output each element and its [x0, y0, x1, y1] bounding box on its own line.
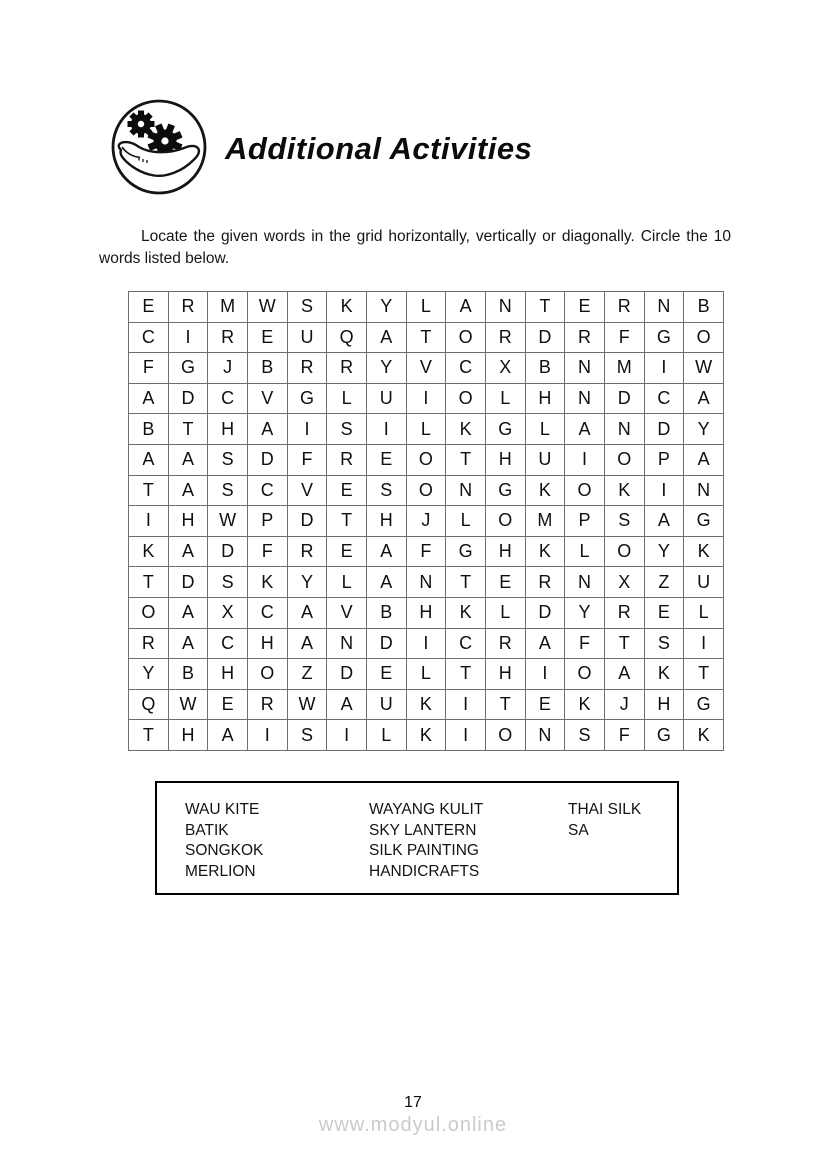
- grid-cell: A: [684, 444, 724, 475]
- grid-cell: D: [287, 506, 327, 537]
- grid-cell: K: [525, 536, 565, 567]
- grid-cell: A: [366, 536, 406, 567]
- grid-cell: K: [327, 292, 367, 323]
- grid-row: [129, 475, 724, 506]
- grid-cell: A: [168, 597, 208, 628]
- grid-cell: O: [565, 659, 605, 690]
- grid-cell: D: [644, 414, 684, 445]
- grid-cell: K: [406, 689, 446, 720]
- word-list-item: SONGKOK: [185, 842, 264, 859]
- grid-cell: E: [208, 689, 248, 720]
- grid-cell: G: [485, 475, 525, 506]
- grid-cell: H: [247, 628, 287, 659]
- word-list-column: [185, 800, 263, 882]
- grid-cell: S: [208, 475, 248, 506]
- grid-cell: I: [406, 383, 446, 414]
- grid-cell: G: [287, 383, 327, 414]
- grid-cell: Q: [327, 322, 367, 353]
- grid-cell: L: [485, 597, 525, 628]
- grid-cell: I: [129, 506, 169, 537]
- grid-cell: R: [129, 628, 169, 659]
- grid-cell: O: [565, 475, 605, 506]
- grid-cell: A: [366, 322, 406, 353]
- grid-cell: R: [565, 322, 605, 353]
- grid-cell: T: [129, 475, 169, 506]
- grid-row: [129, 720, 724, 751]
- grid-cell: Q: [129, 689, 169, 720]
- grid-cell: I: [565, 444, 605, 475]
- grid-cell: L: [525, 414, 565, 445]
- grid-cell: I: [366, 414, 406, 445]
- grid-cell: T: [525, 292, 565, 323]
- grid-cell: M: [604, 353, 644, 384]
- grid-cell: E: [644, 597, 684, 628]
- grid-cell: E: [565, 292, 605, 323]
- grid-cell: C: [247, 475, 287, 506]
- grid-cell: I: [446, 689, 486, 720]
- grid-cell: E: [247, 322, 287, 353]
- grid-cell: H: [485, 659, 525, 690]
- grid-cell: L: [406, 659, 446, 690]
- hand-holding-gears-icon: [109, 97, 209, 197]
- grid-cell: A: [168, 444, 208, 475]
- grid-cell: H: [644, 689, 684, 720]
- grid-cell: E: [366, 659, 406, 690]
- grid-cell: A: [168, 628, 208, 659]
- grid-cell: A: [287, 628, 327, 659]
- grid-cell: G: [644, 322, 684, 353]
- grid-cell: L: [366, 720, 406, 751]
- grid-cell: C: [446, 628, 486, 659]
- grid-cell: J: [406, 506, 446, 537]
- grid-cell: X: [604, 567, 644, 598]
- grid-cell: M: [208, 292, 248, 323]
- grid-cell: T: [446, 659, 486, 690]
- grid-cell: T: [604, 628, 644, 659]
- grid-cell: J: [604, 689, 644, 720]
- grid-cell: M: [525, 506, 565, 537]
- grid-cell: S: [287, 292, 327, 323]
- grid-cell: B: [684, 292, 724, 323]
- grid-cell: U: [366, 689, 406, 720]
- grid-cell: B: [129, 414, 169, 445]
- page-number: 17: [404, 1094, 422, 1111]
- grid-cell: H: [208, 659, 248, 690]
- grid-cell: N: [406, 567, 446, 598]
- grid-cell: D: [604, 383, 644, 414]
- grid-cell: H: [208, 414, 248, 445]
- grid-cell: N: [327, 628, 367, 659]
- grid-cell: A: [604, 659, 644, 690]
- grid-cell: T: [446, 444, 486, 475]
- grid-cell: I: [684, 628, 724, 659]
- grid-cell: H: [168, 506, 208, 537]
- grid-cell: I: [525, 659, 565, 690]
- grid-cell: T: [446, 567, 486, 598]
- grid-row: [129, 628, 724, 659]
- grid-cell: G: [644, 720, 684, 751]
- grid-cell: I: [644, 353, 684, 384]
- word-list-item: SA: [568, 821, 589, 839]
- grid-cell: R: [485, 628, 525, 659]
- grid-cell: F: [247, 536, 287, 567]
- grid-cell: N: [485, 292, 525, 323]
- grid-cell: N: [684, 475, 724, 506]
- grid-cell: H: [406, 597, 446, 628]
- grid-cell: P: [644, 444, 684, 475]
- grid-cell: K: [446, 414, 486, 445]
- grid-cell: N: [565, 353, 605, 384]
- grid-cell: A: [168, 475, 208, 506]
- grid-cell: I: [247, 720, 287, 751]
- word-list-item: MERLION: [185, 862, 256, 880]
- grid-cell: R: [168, 292, 208, 323]
- word-search-grid: [128, 291, 724, 751]
- grid-cell: X: [208, 597, 248, 628]
- grid-cell: D: [366, 628, 406, 659]
- grid-cell: P: [565, 506, 605, 537]
- grid-row: [129, 444, 724, 475]
- grid-cell: U: [366, 383, 406, 414]
- grid-row: [129, 383, 724, 414]
- grid-cell: I: [168, 322, 208, 353]
- grid-cell: C: [208, 383, 248, 414]
- grid-cell: B: [247, 353, 287, 384]
- grid-cell: L: [406, 292, 446, 323]
- word-list-item: THAI SILK: [568, 801, 642, 818]
- grid-cell: H: [485, 536, 525, 567]
- grid-cell: E: [366, 444, 406, 475]
- grid-cell: C: [446, 353, 486, 384]
- grid-cell: F: [287, 444, 327, 475]
- grid-cell: Y: [366, 353, 406, 384]
- grid-cell: U: [684, 567, 724, 598]
- grid-cell: W: [287, 689, 327, 720]
- word-list-column: [369, 800, 483, 882]
- grid-cell: U: [287, 322, 327, 353]
- grid-cell: R: [208, 322, 248, 353]
- grid-cell: F: [604, 720, 644, 751]
- grid-cell: W: [208, 506, 248, 537]
- grid-cell: O: [604, 444, 644, 475]
- grid-cell: A: [366, 567, 406, 598]
- grid-cell: T: [129, 720, 169, 751]
- grid-row: [129, 536, 724, 567]
- grid-cell: H: [525, 383, 565, 414]
- word-list-item: BATIK: [185, 821, 229, 839]
- grid-cell: K: [247, 567, 287, 598]
- grid-cell: L: [327, 383, 367, 414]
- word-list-item: WAYANG KULIT: [369, 801, 484, 818]
- grid-cell: Z: [644, 567, 684, 598]
- grid-cell: D: [327, 659, 367, 690]
- grid-cell: F: [129, 353, 169, 384]
- grid-cell: N: [565, 567, 605, 598]
- grid-cell: B: [366, 597, 406, 628]
- grid-cell: K: [446, 597, 486, 628]
- grid-cell: S: [208, 567, 248, 598]
- grid-cell: D: [208, 536, 248, 567]
- grid-cell: A: [446, 292, 486, 323]
- grid-cell: F: [565, 628, 605, 659]
- grid-cell: Y: [287, 567, 327, 598]
- grid-cell: G: [485, 414, 525, 445]
- grid-cell: S: [366, 475, 406, 506]
- grid-cell: C: [208, 628, 248, 659]
- instructions-text: Locate the given words in the grid horizontally, vertically or diagonally. Circle the 10 words listed below.: [99, 228, 731, 267]
- word-list-column: [568, 800, 641, 841]
- grid-cell: L: [327, 567, 367, 598]
- grid-cell: T: [168, 414, 208, 445]
- grid-row: [129, 567, 724, 598]
- grid-cell: N: [446, 475, 486, 506]
- word-list-item: SILK PAINTING: [369, 842, 479, 859]
- grid-cell: K: [565, 689, 605, 720]
- grid-cell: K: [604, 475, 644, 506]
- grid-cell: V: [247, 383, 287, 414]
- grid-cell: I: [406, 628, 446, 659]
- grid-row: [129, 292, 724, 323]
- grid-row: [129, 353, 724, 384]
- grid-cell: Y: [129, 659, 169, 690]
- grid-cell: B: [525, 353, 565, 384]
- grid-cell: L: [485, 383, 525, 414]
- grid-cell: G: [684, 506, 724, 537]
- grid-cell: P: [247, 506, 287, 537]
- grid-cell: O: [604, 536, 644, 567]
- grid-cell: D: [525, 597, 565, 628]
- grid-cell: V: [327, 597, 367, 628]
- grid-cell: H: [168, 720, 208, 751]
- grid-cell: G: [684, 689, 724, 720]
- grid-cell: Y: [366, 292, 406, 323]
- watermark-text: www.modyul.online: [318, 1114, 508, 1136]
- grid-row: [129, 659, 724, 690]
- grid-cell: O: [485, 720, 525, 751]
- grid-cell: K: [525, 475, 565, 506]
- grid-row: [129, 322, 724, 353]
- grid-cell: K: [684, 536, 724, 567]
- grid-cell: S: [604, 506, 644, 537]
- grid-cell: O: [406, 444, 446, 475]
- grid-cell: H: [366, 506, 406, 537]
- grid-cell: V: [287, 475, 327, 506]
- grid-cell: W: [247, 292, 287, 323]
- grid-cell: G: [168, 353, 208, 384]
- grid-cell: O: [446, 322, 486, 353]
- grid-cell: Y: [684, 414, 724, 445]
- grid-cell: X: [485, 353, 525, 384]
- grid-cell: A: [168, 536, 208, 567]
- grid-cell: J: [208, 353, 248, 384]
- grid-cell: C: [644, 383, 684, 414]
- grid-cell: A: [247, 414, 287, 445]
- grid-cell: H: [485, 444, 525, 475]
- grid-cell: T: [406, 322, 446, 353]
- grid-cell: R: [604, 597, 644, 628]
- word-list-item: WAU KITE: [185, 801, 260, 818]
- grid-cell: G: [446, 536, 486, 567]
- grid-cell: T: [684, 659, 724, 690]
- grid-cell: O: [446, 383, 486, 414]
- grid-cell: K: [406, 720, 446, 751]
- grid-cell: O: [485, 506, 525, 537]
- grid-row: [129, 597, 724, 628]
- grid-cell: R: [485, 322, 525, 353]
- grid-cell: L: [406, 414, 446, 445]
- grid-cell: Y: [565, 597, 605, 628]
- grid-cell: R: [327, 353, 367, 384]
- grid-cell: O: [406, 475, 446, 506]
- grid-cell: C: [247, 597, 287, 628]
- grid-cell: A: [644, 506, 684, 537]
- grid-cell: E: [485, 567, 525, 598]
- grid-cell: E: [327, 536, 367, 567]
- grid-cell: A: [565, 414, 605, 445]
- grid-row: [129, 506, 724, 537]
- grid-cell: E: [129, 292, 169, 323]
- grid-cell: S: [208, 444, 248, 475]
- grid-row: [129, 414, 724, 445]
- page-title: Additional Activities: [225, 131, 533, 166]
- grid-cell: A: [327, 689, 367, 720]
- grid-cell: K: [644, 659, 684, 690]
- grid-cell: A: [129, 383, 169, 414]
- grid-cell: I: [644, 475, 684, 506]
- grid-cell: A: [287, 597, 327, 628]
- grid-cell: T: [129, 567, 169, 598]
- grid-cell: A: [525, 628, 565, 659]
- grid-row: [129, 689, 724, 720]
- grid-cell: D: [168, 567, 208, 598]
- grid-cell: S: [287, 720, 327, 751]
- grid-cell: N: [565, 383, 605, 414]
- grid-cell: K: [684, 720, 724, 751]
- grid-cell: S: [565, 720, 605, 751]
- word-list-box: [155, 781, 679, 895]
- grid-cell: N: [644, 292, 684, 323]
- grid-cell: L: [684, 597, 724, 628]
- grid-cell: E: [327, 475, 367, 506]
- grid-cell: A: [129, 444, 169, 475]
- grid-cell: F: [604, 322, 644, 353]
- grid-cell: T: [485, 689, 525, 720]
- grid-cell: Y: [644, 536, 684, 567]
- grid-cell: R: [247, 689, 287, 720]
- grid-cell: A: [208, 720, 248, 751]
- word-list-item: SKY LANTERN: [369, 821, 477, 839]
- grid-cell: L: [565, 536, 605, 567]
- grid-cell: R: [525, 567, 565, 598]
- grid-cell: Z: [287, 659, 327, 690]
- grid-cell: C: [129, 322, 169, 353]
- grid-cell: U: [525, 444, 565, 475]
- grid-cell: L: [446, 506, 486, 537]
- grid-cell: W: [684, 353, 724, 384]
- grid-cell: N: [604, 414, 644, 445]
- grid-cell: I: [287, 414, 327, 445]
- grid-cell: A: [684, 383, 724, 414]
- grid-cell: T: [327, 506, 367, 537]
- grid-cell: W: [168, 689, 208, 720]
- grid-cell: E: [525, 689, 565, 720]
- grid-cell: O: [684, 322, 724, 353]
- grid-cell: D: [247, 444, 287, 475]
- grid-cell: N: [525, 720, 565, 751]
- grid-cell: O: [129, 597, 169, 628]
- grid-cell: B: [168, 659, 208, 690]
- word-list-item: HANDICRAFTS: [369, 862, 480, 880]
- grid-cell: R: [287, 536, 327, 567]
- grid-cell: R: [287, 353, 327, 384]
- grid-cell: D: [525, 322, 565, 353]
- grid-cell: I: [446, 720, 486, 751]
- grid-cell: S: [327, 414, 367, 445]
- word-search-grid-body: [129, 292, 724, 751]
- grid-cell: K: [129, 536, 169, 567]
- grid-cell: S: [644, 628, 684, 659]
- grid-cell: O: [247, 659, 287, 690]
- grid-cell: V: [406, 353, 446, 384]
- grid-cell: I: [327, 720, 367, 751]
- grid-cell: R: [327, 444, 367, 475]
- grid-cell: F: [406, 536, 446, 567]
- grid-cell: D: [168, 383, 208, 414]
- grid-cell: R: [604, 292, 644, 323]
